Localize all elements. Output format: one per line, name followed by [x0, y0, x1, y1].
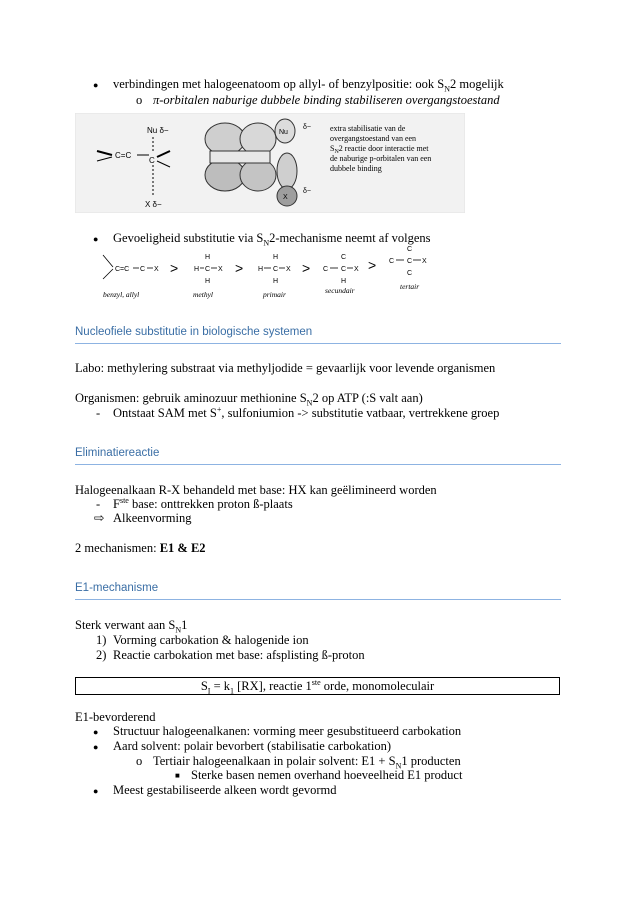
nu-delta-label: Nu δ−: [147, 126, 169, 135]
organismen-text: Organismen: gebruik aminozuur methionine $S_N2$ op ATP (:S valt aan): [75, 391, 423, 408]
tertair-c-top: C: [407, 246, 413, 253]
primair-x: X: [286, 266, 291, 273]
bullet-dot: ●: [93, 742, 99, 752]
primair-h-top: H: [273, 254, 279, 261]
step-text: Vorming carbokation & halogenide ion: [113, 633, 309, 647]
secundair-h-bottom: H: [341, 278, 347, 285]
arrow-icon: ⇨: [94, 511, 105, 525]
label-secundair: secundair: [325, 286, 355, 295]
heading-bio-substitution: Nucleofiele substitutie in biologische systemen: [75, 326, 313, 338]
elim-item-1: $F^{ste}$ base: onttrekken proton ß-plaats: [113, 495, 293, 511]
square-bullet: ■: [175, 771, 180, 780]
figure-caption-2: overgangstoestand van een: [330, 134, 417, 143]
e1-bullet-3: Meest gestabiliseerde alkeen wordt gevormd: [113, 783, 337, 797]
methyl-c: C: [205, 266, 211, 273]
dash-marker: -: [96, 497, 101, 511]
step-number: 1): [96, 633, 107, 647]
tertair-c: C: [407, 258, 413, 265]
label-tertair: tertair: [400, 282, 420, 291]
heading-rule: [75, 464, 561, 465]
e1-bullet-1: Structuur halogeenalkanen: vorming meer gesubstitueerd carbokation: [113, 724, 462, 738]
e1-bullet-2: Aard solvent: polair bevorbert (stabilisatie carbokation): [113, 739, 392, 753]
elim-item-2: Alkeenvorming: [113, 511, 192, 525]
related-sn1-text: Sterk verwant aan $S_N1$: [75, 618, 188, 635]
tertair-c-bottom: C: [407, 270, 413, 277]
label-primair: primair: [263, 290, 286, 299]
figure-caption-4: de naburige p-orbitalen van een: [330, 154, 432, 163]
cc-label: C=C: [115, 151, 132, 160]
methyl-h-top: H: [205, 254, 211, 261]
sam-text: Ontstaat SAM met S+, sulfoniumion -> substitutie vatbaar, vertrekkene groep: [113, 404, 500, 420]
e1-bullet-2-sub: Tertiair halogeenalkaan in polair solvent: $E1 + S_N1$ producten: [153, 754, 461, 771]
methyl-h-bottom: H: [205, 278, 211, 285]
e1-bullet-2-subsub: Sterke basen nemen overhand hoeveelheid E1 product: [191, 768, 463, 782]
step-text: Reactie carbokation met base: afsplisting ß-proton: [113, 648, 365, 662]
rate-equation-box: $S_I = k_1$ [RX], reactie 1ste orde, monomoleculair: [75, 677, 560, 695]
x-delta-label: X δ−: [145, 200, 162, 209]
sub-bullet-marker: o: [136, 754, 143, 768]
transition-state-figure: [75, 113, 465, 213]
secundair-x: X: [354, 266, 359, 273]
elim-intro: Halogeenalkaan R-X behandeld met base: HX kan geëlimineerd worden: [75, 483, 437, 497]
figure-caption-5: dubbele binding: [330, 164, 382, 173]
secundair-c-top: C: [341, 254, 347, 261]
allyl-bullet-text: verbindingen met halogeenatoom op allyl- of benzylpositie: ook $S_N2$ mogelijk: [113, 77, 504, 94]
delta-bottom-label: δ−: [303, 188, 311, 195]
allyl-sub-text: π-orbitalen naburige dubbele binding stabiliseren overgangstoestand: [153, 93, 500, 107]
gt-sign: >: [235, 260, 244, 276]
figure-caption-3: $S_N2$ reactie door interactie met: [330, 144, 429, 155]
label-benzyl-allyl: benzyl, allyl: [103, 290, 140, 299]
primair-c: C: [273, 266, 279, 273]
heading-rule: [75, 343, 561, 344]
e1-favored-title: E1-bevorderend: [75, 710, 156, 724]
heading-eliminatie: Eliminatiereactie: [75, 447, 160, 459]
bullet-dot: ●: [93, 80, 99, 90]
tertair-c-left: C: [389, 258, 395, 265]
figure-caption-1: extra stabilisatie van de: [330, 124, 406, 133]
benzyl-c: C: [140, 266, 146, 273]
mechanisms-text: 2 mechanismen: E1 & E2: [75, 541, 206, 555]
methyl-x: X: [218, 266, 223, 273]
reactivity-bullet-text: Gevoeligheid substitutie via $S_N2$-mechanisme neemt af volgens: [113, 231, 431, 248]
label-methyl: methyl: [193, 290, 213, 299]
c-center-label: C: [149, 156, 155, 165]
sub-bullet-marker: o: [136, 93, 143, 107]
bullet-dot: ●: [93, 234, 99, 244]
bullet-dot: ●: [93, 786, 99, 796]
bullet-dot: ●: [93, 727, 99, 737]
delta-top-label: δ−: [303, 124, 311, 131]
benzyl-cc: C=C: [115, 266, 130, 273]
heading-e1: E1-mechanisme: [75, 582, 159, 594]
methyl-h-left: H: [194, 266, 200, 273]
step-number: 2): [96, 648, 107, 662]
tertair-x: X: [422, 258, 427, 265]
reactivity-series-figure: [95, 243, 445, 301]
dash-marker: -: [96, 406, 101, 420]
primair-h-left: H: [258, 266, 264, 273]
secundair-c-left: C: [323, 266, 329, 273]
gt-sign: >: [368, 257, 377, 273]
labo-text: Labo: methylering substraat via methyljodide = gevaarlijk voor levende organismen: [75, 361, 496, 375]
heading-rule: [75, 599, 561, 600]
secundair-c: C: [341, 266, 347, 273]
gt-sign: >: [302, 260, 311, 276]
gt-sign: >: [170, 260, 179, 276]
benzyl-x: X: [154, 266, 159, 273]
primair-h-bottom: H: [273, 278, 279, 285]
x-orbital-label: X: [283, 194, 288, 201]
nu-orbital-label: Nu: [279, 129, 288, 136]
